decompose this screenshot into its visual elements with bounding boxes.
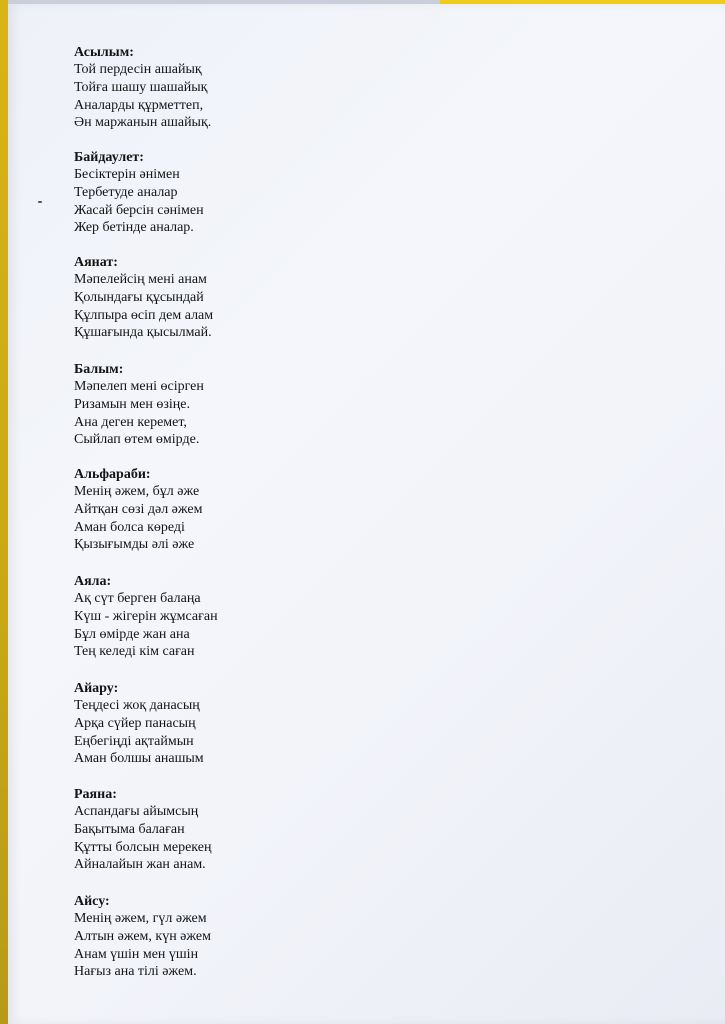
stanza-line: Аспандағы айымсың: [74, 804, 199, 819]
stanza-line: Құтты болсын мерекең: [74, 839, 212, 855]
stanza-line: Той пердесін ашайық: [74, 62, 202, 77]
stanza-line: Айтқан сөзі дәл әжем: [74, 501, 203, 517]
stanza-line: Жер бетінде аналар.: [74, 220, 194, 236]
stanza-ayala: [74, 573, 218, 661]
stanza-author: Айару:: [74, 681, 119, 696]
stanza-author: Айсу:: [74, 894, 110, 909]
stanza-line: Құшағында қысылмай.: [74, 325, 212, 341]
stanza-line: Менің әжем, бұл әже: [74, 484, 200, 499]
stanza-balym: [74, 361, 204, 449]
stanza-line: Нағыз ана тілі әжем.: [74, 964, 197, 980]
stanza-line: Тең келеді кім саған: [74, 644, 195, 660]
stanza-line: Тойға шашу шашайық: [74, 79, 208, 95]
stanza-line: Қызығымды әлі әже: [74, 537, 195, 553]
stanza-line: Мәпелейсің мені анам: [74, 272, 207, 287]
stanza-author: Асылым:: [74, 45, 134, 60]
stanza-alfarabi: [74, 466, 202, 554]
stanza-author: Альфараби:: [74, 467, 151, 482]
stanza-baidaulet: [74, 149, 204, 237]
stanza-line: Тербетуде аналар: [74, 184, 178, 200]
stanza-line: Құлпыра өсіп дем алам: [74, 307, 214, 323]
stanza-line: Қолындағы құсындай: [74, 289, 204, 305]
stanza-line: Сыйлап өтем өмірде.: [74, 432, 200, 448]
stanza-asylym: [74, 44, 211, 132]
stanza-line: Аман болшы анашым: [74, 751, 204, 767]
stanza-line: Бақытыма балаған: [74, 821, 185, 837]
stanza-line: Мәпелеп мені өсірген: [74, 379, 204, 394]
stanza-rayana: [74, 786, 211, 874]
stanza-line: Анам үшін мен үшін: [74, 946, 199, 962]
stanza-author: Аянат:: [74, 255, 118, 270]
stanza-line: Жасай берсін сәнімен: [74, 202, 204, 218]
stanza-author: Раяна:: [74, 787, 117, 802]
stanza-author: Байдаулет:: [74, 150, 144, 165]
stanza-line: Еңбегіңді ақтаймын: [74, 733, 194, 749]
stanza-aiaru: [74, 680, 204, 768]
stanza-line: Айналайын жан анам.: [74, 857, 206, 873]
stanza-line: Аналарды құрметтеп,: [74, 97, 204, 113]
stanza-line: Арқа сүйер панасың: [74, 715, 196, 731]
stanza-author: Аяла:: [74, 574, 112, 589]
stanza-line: Бесіктерін әнімен: [74, 167, 180, 182]
stanza-line: Алтын әжем, күн әжем: [74, 928, 211, 944]
stanza-line: Бұл өмірде жан ана: [74, 626, 190, 642]
stanza-line: Күш - жігерін жұмсаған: [74, 608, 218, 624]
stanza-line: Ән маржанын ашайық.: [74, 115, 212, 131]
stanza-aisu: [74, 893, 211, 981]
yellow-background-edge-left: [0, 0, 8, 1024]
stanza-line: Аман болса көреді: [74, 519, 185, 535]
stanza-ayanat: [74, 254, 213, 342]
stanza-line: Ризамын мен өзіңе.: [74, 396, 190, 412]
stanza-line: Теңдесі жоқ данасың: [74, 698, 200, 713]
paper-speck: [38, 201, 42, 203]
stanza-author: Балым:: [74, 362, 124, 377]
stanza-line: Ақ сүт берген балаңа: [74, 591, 201, 606]
paper-sheet: [8, 4, 725, 1024]
stanza-line: Менің әжем, гүл әжем: [74, 911, 207, 926]
stanza-line: Ана деген керемет,: [74, 414, 187, 430]
